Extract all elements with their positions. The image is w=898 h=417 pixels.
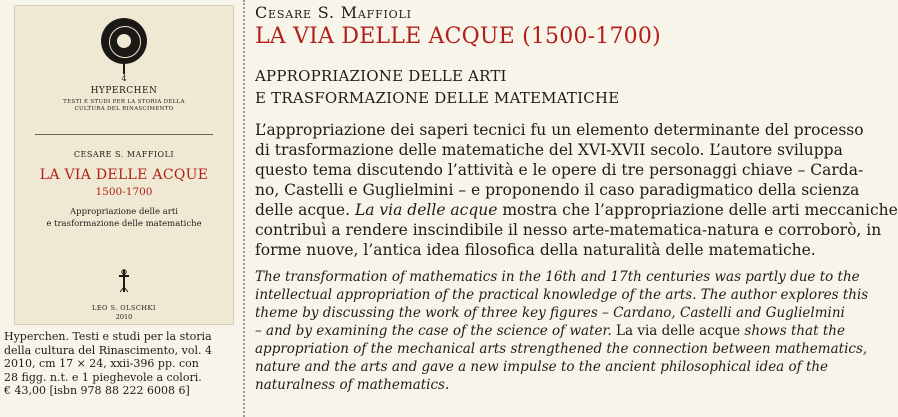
- abstract-line: di trasformazione delle matematiche del XVI-XVII secolo. L’autore sviluppa: [255, 141, 843, 159]
- cover-year: 2010: [115, 313, 133, 321]
- article-subtitle-line2: E TRASFORMAZIONE DELLE MATEMATICHE: [255, 89, 620, 107]
- cover-title: LA VIA DELLE ACQUE: [39, 167, 209, 183]
- caption-line: della cultura del Rinascimento, vol. 4: [4, 343, 212, 357]
- abstract-line: The transformation of mathematics in the 16th and 17th centuries was partly due to the: [255, 269, 860, 285]
- italian-abstract: [255, 120, 898, 260]
- abstract-line: nature and the arts and gave a new impulse to the ancient philosophical idea of the: [255, 359, 829, 375]
- cover-years: 1500-1700: [95, 186, 153, 198]
- abstract-line: no, Castelli e Guglielmini – e proponendo il caso paradigmatico della scienza: [255, 181, 860, 199]
- cross-emblem-icon: [117, 268, 131, 294]
- caption-line: 28 figg. n.t. e 1 pieghevole a colori.: [4, 370, 202, 384]
- caption-line: € 43,00 [isbn 978 88 222 6008 6]: [4, 384, 190, 397]
- printer-emblem-icon: [101, 18, 147, 64]
- book-title-italic: La via delle acque: [354, 201, 498, 219]
- abstract-line: forme nuove, l’antica idea filosofica della naturalità delle matematiche.: [255, 241, 816, 259]
- column-divider: [243, 0, 245, 417]
- cover-volume-number: 4: [121, 74, 127, 83]
- caption-line: Hyperchen. Testi e studi per la storia: [4, 330, 212, 343]
- abstract-line: theme by discussing the work of three key figures – Cardano, Castelli and Guglielmini: [255, 305, 845, 321]
- abstract-line: naturalness of mathematics.: [255, 377, 450, 393]
- cover-rule-top: [35, 134, 213, 135]
- cover-series-name: HYPERCHEN: [90, 86, 158, 96]
- abstract-line: appropriation of the mechanical arts strengthened the connection between mathematics,: [255, 341, 868, 357]
- cover-series-subtitle: TESTI E STUDI PER LA STORIA DELLA CULTURA DEL RINASCIMENTO: [63, 99, 185, 112]
- abstract-line: contribuì a rendere inscindibile il nesso arte-matematica-natura e corroborò, in: [255, 221, 882, 239]
- cover-subtitle-line2: e trasformazione delle matematiche: [46, 219, 202, 229]
- abstract-line: – and by examining the case of the science of water. La via delle acque shows that the: [255, 323, 845, 339]
- book-cover: [14, 5, 234, 325]
- book-title-upright: La via delle acque: [616, 323, 741, 339]
- abstract-line: intellectual appropriation of the practical knowledge of the arts. The author explores this: [255, 287, 869, 303]
- abstract-line: questo tema discutendo l’attività e le opere di tre personaggi chiave – Carda-: [255, 161, 864, 179]
- cover-subtitle-line1: Appropriazione delle arti: [70, 207, 178, 217]
- book-details-caption: [4, 330, 240, 398]
- article-title: LA VIA DELLE ACQUE (1500-1700): [255, 24, 661, 49]
- cover-publisher: LEO S. OLSCHKI: [92, 304, 156, 312]
- cover-author: CESARE S. MAFFIOLI: [73, 150, 175, 159]
- article-author: Cesare S. Maffioli: [255, 3, 412, 22]
- article-column: [255, 0, 898, 417]
- caption-line: 2010, cm 17 × 24, xxii-396 pp. con: [4, 357, 199, 370]
- left-column: [0, 0, 240, 417]
- article-subtitle-line1: APPROPRIAZIONE DELLE ARTI: [255, 67, 507, 85]
- abstract-line: L’appropriazione dei saperi tecnici fu un elemento determinante del processo: [255, 121, 864, 139]
- abstract-line: delle acque. La via delle acque mostra che l’appropriazione delle arti meccaniche: [255, 201, 898, 219]
- english-abstract: [255, 268, 869, 394]
